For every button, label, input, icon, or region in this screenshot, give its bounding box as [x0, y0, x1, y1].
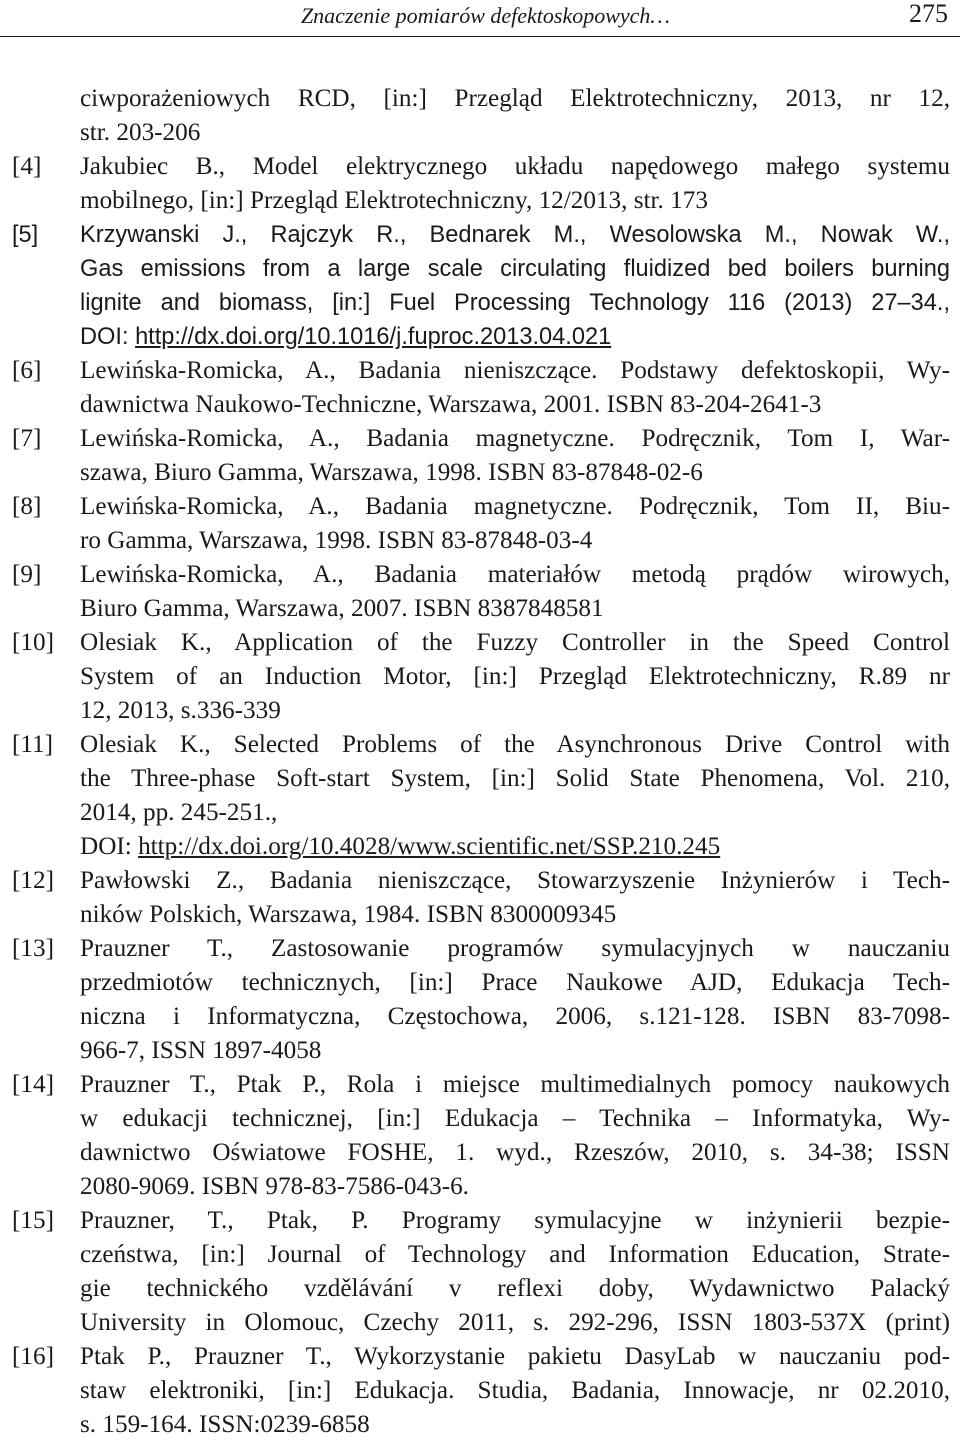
reference-text: gie technického vzdělávání v reflexi doby, Wydawnictwo Palacký: [80, 1275, 950, 1302]
reference-10-line: [0, 660, 960, 694]
reference-text: niczna i Informatyczna, Częstochowa, 2006, s.121-128. ISBN 83-7098-: [80, 1003, 950, 1030]
reference-5-line: [0, 218, 960, 252]
reference-3-line: [0, 82, 960, 116]
reference-4-line: [0, 184, 960, 218]
reference-text: Ptak P., Prauzner T., Wykorzystanie pakietu DasyLab w nauczaniu pod-: [80, 1343, 950, 1370]
reference-12-line: [0, 898, 960, 932]
running-title: Znaczenie pomiarów defektoskopowych…: [300, 3, 670, 28]
doi-link[interactable]: http://dx.doi.org/10.1016/j.fuproc.2013.04.021: [135, 324, 612, 350]
reference-11-line: [0, 830, 960, 864]
reference-13-line: [0, 966, 960, 1000]
reference-text: University in Olomouc, Czechy 2011, s. 292-296, ISSN 1803-537X (print): [80, 1309, 950, 1336]
reference-text: s. 159-164. ISSN:0239-6858: [80, 1411, 370, 1438]
reference-number: [4]: [12, 153, 42, 180]
reference-8-line: [0, 524, 960, 558]
reference-14-line: [0, 1068, 960, 1102]
reference-text: Prauzner, T., Ptak, P. Programy symulacyjne w inżynierii bezpie-: [80, 1207, 950, 1234]
reference-15-line: [0, 1238, 960, 1272]
reference-14-line: [0, 1102, 960, 1136]
reference-11-line: [0, 762, 960, 796]
reference-text: mobilnego, [in:] Przegląd Elektrotechniczny, 12/2013, str. 173: [80, 187, 708, 214]
reference-14-line: [0, 1136, 960, 1170]
reference-5-line: [0, 320, 960, 354]
reference-13-line: [0, 932, 960, 966]
reference-14-line: [0, 1170, 960, 1204]
reference-number: [9]: [12, 561, 42, 588]
reference-11-line: [0, 728, 960, 762]
reference-text: Lewińska-Romicka, A., Badania nieniszczące. Podstawy defektoskopii, Wy-: [80, 357, 950, 384]
reference-9-line: [0, 558, 960, 592]
reference-text: dawnictwo Oświatowe FOSHE, 1. wyd., Rzeszów, 2010, s. 34-38; ISSN: [80, 1139, 950, 1166]
reference-15-line: [0, 1306, 960, 1340]
reference-text: Jakubiec B., Model elektrycznego układu napędowego małego systemu: [80, 153, 950, 180]
reference-5-line: [0, 252, 960, 286]
reference-number: [14]: [12, 1071, 54, 1098]
reference-number: [8]: [12, 493, 42, 520]
reference-7-line: [0, 422, 960, 456]
reference-number: [6]: [12, 357, 42, 384]
reference-list: [0, 82, 960, 1442]
reference-text: System of an Induction Motor, [in:] Przegląd Elektrotechniczny, R.89 nr: [80, 663, 950, 690]
reference-text: 2080-9069. ISBN 978-83-7586-043-6.: [80, 1173, 469, 1200]
reference-5-line: [0, 286, 960, 320]
reference-number: [10]: [12, 629, 54, 656]
reference-text: Lewińska-Romicka, A., Badania materiałów metodą prądów wirowych,: [80, 561, 950, 588]
reference-11-line: [0, 796, 960, 830]
reference-text: Lewińska-Romicka, A., Badania magnetyczne. Podręcznik, Tom II, Biu-: [80, 493, 950, 520]
reference-number: [12]: [12, 867, 54, 894]
page-header: [0, 0, 960, 37]
reference-text: str. 203-206: [80, 119, 201, 146]
reference-text: Lewińska-Romicka, A., Badania magnetyczne. Podręcznik, Tom I, War-: [80, 425, 950, 452]
reference-6-line: [0, 388, 960, 422]
reference-text: ciwporażeniowych RCD, [in:] Przegląd Elektrotechniczny, 2013, nr 12,: [80, 85, 950, 112]
page-number: 275: [909, 0, 948, 28]
reference-16-line: [0, 1408, 960, 1442]
reference-8-line: [0, 490, 960, 524]
reference-number: [7]: [12, 425, 42, 452]
reference-3-line: [0, 116, 960, 150]
reference-9-line: [0, 592, 960, 626]
reference-4-line: [0, 150, 960, 184]
reference-text: Prauzner T., Zastosowanie programów symulacyjnych w nauczaniu: [80, 935, 950, 962]
reference-13-line: [0, 1000, 960, 1034]
reference-text: Pawłowski Z., Badania nieniszczące, Stowarzyszenie Inżynierów i Tech-: [80, 867, 950, 894]
reference-text: w edukacji technicznej, [in:] Edukacja – Technika – Informatyka, Wy-: [80, 1105, 950, 1132]
reference-text: staw elektroniki, [in:] Edukacja. Studia, Badania, Innowacje, nr 02.2010,: [80, 1377, 950, 1404]
reference-text: przedmiotów technicznych, [in:] Prace Naukowe AJD, Edukacja Tech-: [80, 969, 950, 996]
reference-text: Olesiak K., Selected Problems of the Asynchronous Drive Control with: [80, 731, 950, 758]
reference-number: [5]: [12, 222, 39, 248]
doi-link[interactable]: http://dx.doi.org/10.4028/www.scientific.net/SSP.210.245: [138, 833, 721, 860]
reference-number: [16]: [12, 1343, 54, 1370]
reference-text: Krzywanski J., Rajczyk R., Bednarek M., Wesolowska M., Nowak W.,: [80, 222, 950, 248]
reference-text: 966-7, ISSN 1897-4058: [80, 1037, 322, 1064]
reference-7-line: [0, 456, 960, 490]
reference-number: [11]: [12, 731, 54, 758]
reference-text: lignite and biomass, [in:] Fuel Processing Technology 116 (2013) 27–34.,: [80, 290, 950, 316]
reference-16-line: [0, 1374, 960, 1408]
doi-label: DOI:: [80, 324, 136, 350]
reference-text: the Three-phase Soft-start System, [in:] Solid State Phenomena, Vol. 210,: [80, 765, 950, 792]
reference-text: Gas emissions from a large scale circulating fluidized bed boilers burning: [80, 256, 950, 282]
reference-text: [80, 830, 950, 864]
reference-text: 2014, pp. 245-251.,: [80, 799, 278, 826]
reference-text: ników Polskich, Warszawa, 1984. ISBN 8300009345: [80, 901, 617, 928]
reference-text: [80, 320, 950, 354]
reference-6-line: [0, 354, 960, 388]
reference-text: 12, 2013, s.336-339: [80, 697, 281, 724]
reference-13-line: [0, 1034, 960, 1068]
reference-15-line: [0, 1204, 960, 1238]
reference-number: [13]: [12, 935, 54, 962]
reference-text: dawnictwa Naukowo-Techniczne, Warszawa, 2001. ISBN 83-204-2641-3: [80, 391, 822, 418]
reference-text: Olesiak K., Application of the Fuzzy Controller in the Speed Control: [80, 629, 950, 656]
reference-15-line: [0, 1272, 960, 1306]
reference-text: Prauzner T., Ptak P., Rola i miejsce multimedialnych pomocy naukowych: [80, 1071, 950, 1098]
reference-text: ro Gamma, Warszawa, 1998. ISBN 83-87848-03-4: [80, 527, 593, 554]
doi-label: DOI:: [80, 833, 139, 860]
reference-text: czeństwa, [in:] Journal of Technology and Information Education, Strate-: [80, 1241, 950, 1268]
reference-10-line: [0, 694, 960, 728]
reference-text: Biuro Gamma, Warszawa, 2007. ISBN 8387848581: [80, 595, 604, 622]
reference-16-line: [0, 1340, 960, 1374]
reference-text: szawa, Biuro Gamma, Warszawa, 1998. ISBN 83-87848-02-6: [80, 459, 703, 486]
reference-number: [15]: [12, 1207, 54, 1234]
reference-12-line: [0, 864, 960, 898]
reference-10-line: [0, 626, 960, 660]
